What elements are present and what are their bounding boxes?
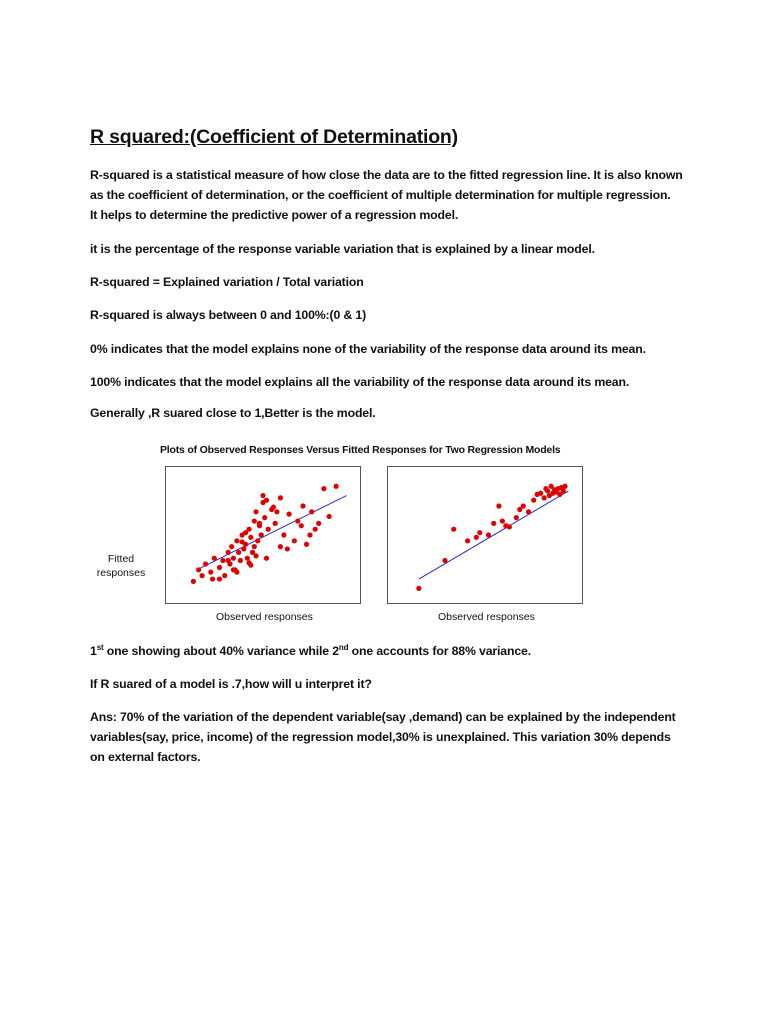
- data-point: [226, 558, 231, 563]
- question-paragraph: [90, 674, 690, 694]
- data-point: [200, 573, 205, 578]
- variance-sup-2: nd: [338, 642, 349, 652]
- data-point: [248, 535, 253, 540]
- intro-paragraph: [90, 165, 690, 225]
- data-point: [234, 538, 239, 543]
- answer-line-1: Ans: 70% of the variation of the dependent variable(say ,demand) can be explained by the independent: [90, 710, 676, 724]
- data-point: [451, 527, 456, 532]
- data-point: [220, 558, 225, 563]
- range-text: R-squared is always between 0 and 100%:(0 & 1): [90, 308, 367, 322]
- data-point: [300, 503, 305, 508]
- data-point: [266, 527, 271, 532]
- data-point: [262, 515, 267, 520]
- generally-paragraph: [90, 403, 690, 423]
- data-point: [327, 514, 332, 519]
- data-point: [531, 498, 536, 503]
- data-point: [229, 544, 234, 549]
- data-point: [526, 509, 531, 514]
- data-point: [203, 561, 208, 566]
- data-point: [273, 521, 278, 526]
- data-point: [442, 558, 447, 563]
- data-point: [255, 538, 260, 543]
- data-point: [226, 550, 231, 555]
- data-point: [333, 484, 338, 489]
- data-point: [248, 563, 253, 568]
- data-point: [196, 567, 201, 572]
- data-point: [295, 518, 300, 523]
- range-paragraph: [90, 305, 690, 325]
- data-point: [252, 544, 257, 549]
- zero-text: 0% indicates that the model explains none of the variability of the response data around its mean.: [90, 342, 646, 356]
- data-point: [264, 498, 269, 503]
- data-point: [304, 542, 309, 547]
- page-title: R squared:(Coefficient of Determination): [90, 126, 458, 148]
- scatter-plot-right-svg: [388, 467, 582, 603]
- data-point: [264, 556, 269, 561]
- hundred-paragraph: [90, 372, 690, 392]
- intro-line-2: as the coefficient of determination, or the coefficient of multiple determination for multiple regression.: [90, 188, 671, 202]
- figure-title: Plots of Observed Responses Versus Fitted Responses for Two Regression Models: [160, 444, 561, 456]
- data-point: [278, 544, 283, 549]
- data-point: [496, 503, 501, 508]
- zero-paragraph: [90, 339, 690, 359]
- formula-text: R-squared = Explained variation / Total variation: [90, 275, 364, 289]
- data-point: [222, 573, 227, 578]
- data-point: [299, 523, 304, 528]
- data-point: [313, 527, 318, 532]
- answer-line-2: variables(say, price, income) of the regression model,30% is unexplained. This variation 30% depends: [90, 730, 671, 744]
- data-point: [538, 491, 543, 496]
- variance-part-2: one showing about 40% variance while 2: [103, 644, 339, 658]
- x-label-right: Observed responses: [438, 611, 535, 623]
- data-point: [217, 565, 222, 570]
- intro-line-1: R-squared is a statistical measure of how close the data are to the fitted regression line. It is also known: [90, 168, 683, 182]
- variance-part-3: one accounts for 88% variance.: [348, 644, 531, 658]
- y-label-line-1: Fitted: [107, 553, 135, 565]
- data-point: [208, 570, 213, 575]
- data-point: [542, 495, 547, 500]
- scatter-plot-left-svg: [166, 467, 360, 603]
- data-point: [321, 486, 326, 491]
- data-point: [236, 550, 241, 555]
- data-point: [514, 515, 519, 520]
- data-point: [309, 509, 314, 514]
- data-point: [240, 539, 245, 544]
- generally-text: Generally ,R suared close to 1,Better is the model.: [90, 406, 376, 420]
- answer-paragraph: [90, 707, 690, 767]
- answer-line-3: on external factors.: [90, 750, 201, 764]
- data-point: [217, 576, 222, 581]
- data-point: [545, 488, 550, 493]
- data-point: [278, 495, 283, 500]
- variance-paragraph: [90, 641, 690, 661]
- data-point: [257, 521, 262, 526]
- data-point: [477, 530, 482, 535]
- data-point: [260, 493, 265, 498]
- data-point: [210, 576, 215, 581]
- variance-part-1: 1: [90, 644, 97, 658]
- data-point: [245, 556, 250, 561]
- data-point: [486, 532, 491, 537]
- percentage-paragraph: [90, 239, 690, 259]
- data-point: [252, 518, 257, 523]
- data-point: [253, 553, 258, 558]
- data-point: [231, 556, 236, 561]
- data-point: [271, 505, 276, 510]
- data-point: [517, 507, 522, 512]
- data-point: [274, 509, 279, 514]
- scatter-plot-right: [387, 466, 583, 604]
- data-point: [281, 532, 286, 537]
- data-point: [416, 586, 421, 591]
- data-point: [191, 579, 196, 584]
- data-point: [500, 518, 505, 523]
- data-point: [474, 535, 479, 540]
- percentage-text: it is the percentage of the response variable variation that is explained by a linear model.: [90, 242, 595, 256]
- data-point: [307, 532, 312, 537]
- data-point: [507, 524, 512, 529]
- data-point: [212, 556, 217, 561]
- data-point: [316, 521, 321, 526]
- x-label-left: Observed responses: [216, 611, 313, 623]
- variance-sup-1: st: [96, 642, 104, 652]
- formula-paragraph: [90, 272, 690, 292]
- data-point: [562, 484, 567, 489]
- data-point: [285, 546, 290, 551]
- data-point: [561, 488, 566, 493]
- data-point: [241, 546, 246, 551]
- data-point: [231, 567, 236, 572]
- data-point: [287, 512, 292, 517]
- data-point: [292, 538, 297, 543]
- intro-line-3: It helps to determine the predictive power of a regression model.: [90, 208, 459, 222]
- question-text: If R suared of a model is .7,how will u interpret it?: [90, 677, 372, 691]
- data-point: [253, 509, 258, 514]
- y-label-line-2: responses: [96, 567, 146, 579]
- data-point: [243, 530, 248, 535]
- data-point: [238, 558, 243, 563]
- data-point: [465, 538, 470, 543]
- regression-line: [419, 491, 569, 579]
- figure-y-label: [94, 552, 148, 580]
- scatter-plot-left: [165, 466, 361, 604]
- data-point: [491, 521, 496, 526]
- variance-text: [90, 641, 690, 661]
- data-point: [259, 532, 264, 537]
- hundred-text: 100% indicates that the model explains all the variability of the response data around its mean.: [90, 375, 630, 389]
